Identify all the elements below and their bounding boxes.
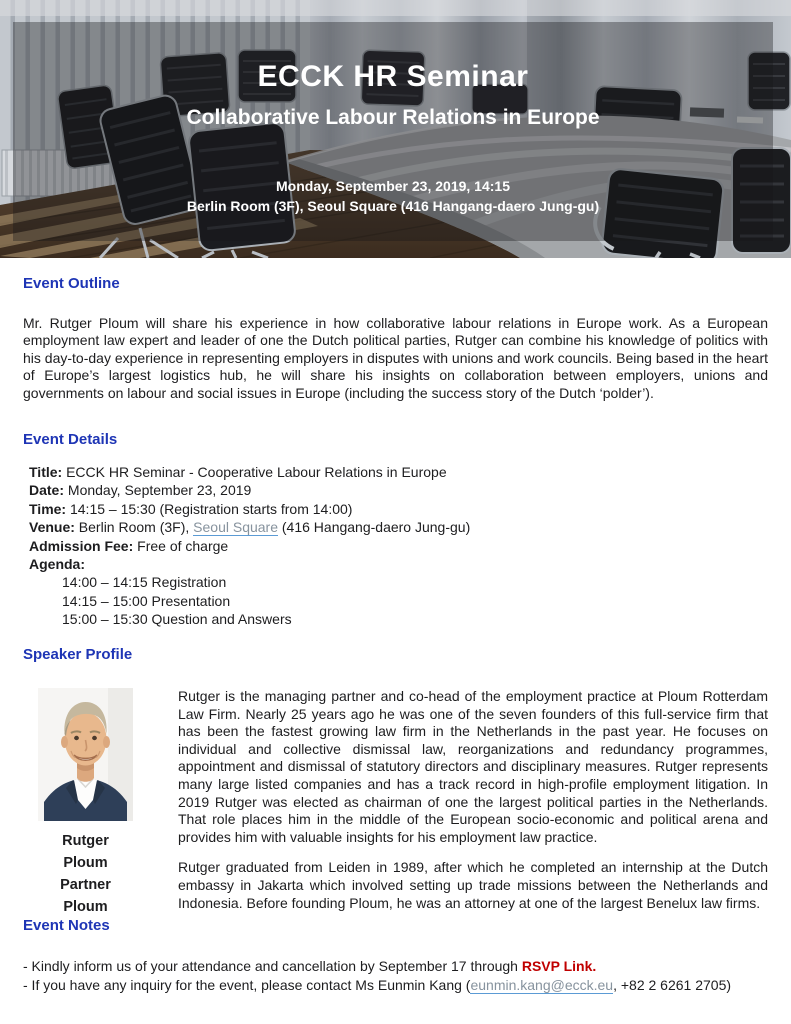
event-outline-paragraph: Mr. Rutger Ploum will share his experience in how collaborative labour relations in Europe work. As a European employment law expert and leader of one the Dutch political parties, Rutger can combine his knowledge of politics with his day-to-day experience in representing employers in disputes with unions and work councils. Being based in the heart of Europe’s largest logistics hub, he will share his insights on collaboration between employers, unions and governments on labour and social issues in Europe (including the success story of the Dutch ‘polder’). [23, 315, 768, 401]
event-title: ECCK HR Seminar [257, 60, 529, 93]
note-text: - If you have any inquiry for the event, please contact Ms Eunmin Kang ( [23, 977, 471, 993]
detail-label: Time: [29, 500, 67, 517]
speaker-name: Rutger Ploum [62, 833, 109, 871]
detail-row-venue [29, 518, 768, 536]
event-subtitle: Collaborative Labour Relations in Europe [186, 106, 600, 129]
agenda-item: 15:00 – 15:30 Question and Answers [62, 611, 292, 628]
event-venue-line: Berlin Room (3F), Seoul Square (416 Hangang-daero Jung-gu) [186, 198, 600, 214]
detail-value: Free of charge [133, 537, 229, 554]
agenda-item: 14:00 – 14:15 Registration [62, 574, 227, 591]
speaker-photo [38, 688, 133, 821]
note-text: - Kindly inform us of your attendance and cancellation by September 17 through [23, 958, 522, 974]
detail-value: 14:15 – 15:30 (Registration starts from 14:00) [66, 500, 353, 517]
detail-label: Venue: [29, 519, 75, 536]
detail-label: Admission Fee: [29, 537, 134, 554]
note-text: , +82 2 6261 2705) [613, 977, 732, 993]
speaker-bio-paragraph-1: Rutger is the managing partner and co-head of the employment practice at Ploum Rotterdam Law Firm. Nearly 25 years ago he was one of the seven founders of this full-service firm that has been the fastest growing law firm in the Netherlands in the past year. He focuses on individual and collective dismissal law, reorganizations and redundancy programmes, appointment and dismissal of statutory directors and disciplinary measures. Rutger represents many large listed companies and has a track record in high-profile employment litigation. In 2019 Rutger was elected as chairman of one the largest political parties in the Netherlands. That role places him in the middle of the European socio-economic and political arena and provides him with valuable insights for his employment law practice. [178, 688, 768, 845]
note-contact [23, 976, 768, 995]
detail-row-fee [29, 537, 768, 555]
detail-value: Berlin Room (3F), [74, 519, 194, 536]
email-link[interactable]: eunmin.kang@ecck.eu [470, 977, 614, 993]
detail-label: Title: [29, 464, 63, 480]
event-details-section [23, 430, 768, 629]
speaker-bio-paragraph-2: Rutger graduated from Leiden in 1989, after which he completed an internship at the Dutch embassy in Jakarta which involved setting up trade missions between the Netherlands and Indonesia. Before founding Ploum, he was an attorney at one of the largest Benelux law firms. [178, 859, 768, 911]
event-datetime: Monday, September 23, 2019, 14:15 [276, 178, 510, 194]
event-details-heading: Event Details [23, 431, 118, 448]
detail-row-time [29, 500, 768, 518]
detail-value: (416 Hangang-daero Jung-gu) [278, 519, 471, 536]
detail-value: Monday, September 23, 2019 [64, 482, 252, 499]
speaker-company: Ploum [63, 899, 108, 915]
rsvp-link[interactable]: RSVP Link. [521, 958, 597, 974]
speaker-caption [38, 830, 133, 918]
detail-row-title [29, 463, 768, 481]
speaker-profile-section [23, 645, 768, 918]
seoul-square-link[interactable]: Seoul Square [193, 519, 278, 536]
hero-banner [0, 0, 791, 258]
detail-label: Date: [29, 482, 65, 499]
detail-value: ECCK HR Seminar - Cooperative Labour Relations in Europe [62, 464, 447, 480]
detail-row-agenda [29, 555, 768, 573]
speaker-role: Partner [60, 877, 111, 893]
event-outline-section [23, 274, 768, 402]
detail-row-date [29, 481, 768, 499]
event-notes-heading: Event Notes [23, 917, 110, 934]
event-notes-section [23, 916, 768, 995]
agenda-item: 14:15 – 15:00 Presentation [62, 592, 231, 609]
detail-label: Agenda: [29, 556, 85, 573]
event-outline-heading: Event Outline [23, 275, 120, 292]
speaker-profile-heading: Speaker Profile [23, 646, 133, 663]
note-rsvp [23, 957, 768, 976]
